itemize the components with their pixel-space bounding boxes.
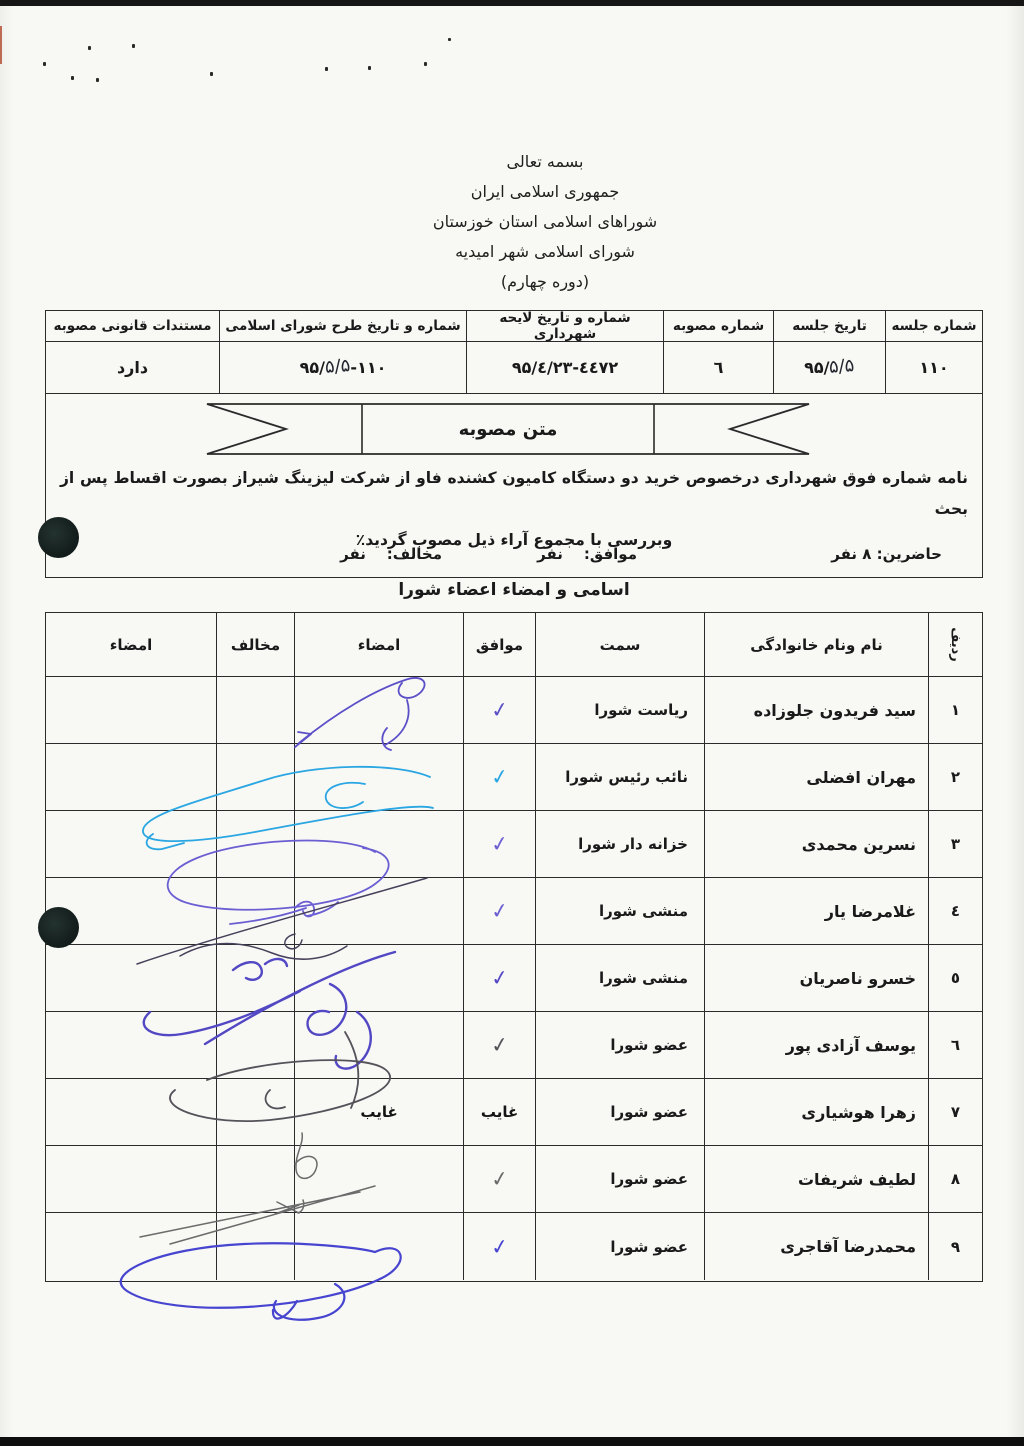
member-role: خزانه دار شورا — [535, 811, 704, 878]
vote-cell — [463, 1079, 535, 1146]
member-role: ریاست شورا — [535, 677, 704, 744]
attendance-agree-count: موافق: نفر — [537, 545, 637, 563]
handwritten-date-part: ۵/۵ — [828, 354, 856, 378]
vote-checkmark: ✓ — [489, 1165, 510, 1193]
attendance-against-count: مخالف: نفر — [340, 545, 442, 563]
value-resolution-number: ٦ — [663, 341, 773, 393]
signature-cell-2 — [46, 1012, 216, 1079]
col-header-full-name: نام ونام خانوادگی — [704, 613, 928, 677]
col-header-resolution-number: شماره مصوبه — [663, 311, 773, 341]
row-number: ۲ — [928, 744, 982, 811]
col-header-municipality-bill: شماره و تاریخ لایحه شهرداری — [466, 311, 663, 341]
vote-checkmark: ✓ — [489, 696, 510, 724]
value-municipality-bill: ۹۵/٤/۲۳-٤٤۷۲ — [466, 341, 663, 393]
vote-checkmark: ✓ — [489, 1233, 510, 1260]
vote-cell — [463, 677, 535, 744]
member-role: منشی شورا — [535, 945, 704, 1012]
signature-cell-2 — [46, 744, 216, 811]
resolution-text — [60, 463, 968, 556]
absent-label: غایب — [480, 1103, 519, 1121]
col-header-row-number: ردیف — [928, 613, 982, 677]
absent-label: غایب — [360, 1103, 398, 1121]
handwritten-plan-date-part: ۵/۵ — [324, 354, 352, 378]
hole-punch-bottom — [38, 907, 79, 948]
col-header-signature: امضاء — [294, 613, 463, 677]
signature-cell — [294, 1213, 463, 1280]
against-cell — [216, 1213, 294, 1280]
signature-cell-2 — [46, 677, 216, 744]
header-line-country: جمهوری اسلامی ایران — [470, 182, 620, 201]
signature-cell — [294, 945, 463, 1012]
scan-edge-top — [0, 0, 1024, 6]
col-header-agree: موافق — [463, 613, 535, 677]
vote-cell — [463, 744, 535, 811]
scan-edge-bottom — [0, 1437, 1024, 1446]
against-cell — [216, 878, 294, 945]
vote-cell — [463, 1012, 535, 1079]
row-number: ۳ — [928, 811, 982, 878]
member-role: عضو شورا — [535, 1012, 704, 1079]
header-line-basmala: بسمه تعالی — [506, 152, 584, 171]
signature-cell — [294, 878, 463, 945]
vote-checkmark: ✓ — [489, 897, 510, 925]
member-role: عضو شورا — [535, 1079, 704, 1146]
row-number: ٥ — [928, 945, 982, 1012]
against-cell — [216, 945, 294, 1012]
col-header-position: سمت — [535, 613, 704, 677]
attendance-line — [46, 545, 982, 573]
scan-edge-fleck — [0, 26, 2, 64]
info-table-header-row — [46, 311, 982, 342]
member-name: سید فریدون جلوزاده — [704, 677, 928, 744]
vote-cell — [463, 878, 535, 945]
vote-cell — [463, 945, 535, 1012]
member-name: نسرین محمدی — [704, 811, 928, 878]
value-legal-docs: دارد — [116, 357, 149, 377]
members-signature-table — [45, 612, 983, 1282]
signature-cell — [294, 1146, 463, 1213]
signature-cell-2 — [46, 811, 216, 878]
against-cell — [216, 1012, 294, 1079]
vote-cell — [463, 1146, 535, 1213]
signature-cell — [294, 1079, 463, 1146]
col-header-council-plan: شماره و تاریخ طرح شورای اسلامی — [219, 311, 466, 341]
against-cell — [216, 1079, 294, 1146]
row-number: ۸ — [928, 1146, 982, 1213]
col-header-session-date: تاریخ جلسه — [773, 311, 885, 341]
signature-cell — [294, 677, 463, 744]
value-session-date: ۹۵/۵/۵ — [773, 341, 885, 393]
header-line-province-councils: شوراهای اسلامی استان خوزستان — [432, 212, 658, 231]
against-cell — [216, 677, 294, 744]
resolution-text-line-2: وبررسی با مجموع آراء ذیل مصوب گردید٪ — [355, 531, 673, 549]
resolution-info-box — [45, 310, 983, 578]
against-cell — [216, 811, 294, 878]
row-number: ۱ — [928, 677, 982, 744]
member-role: منشی شورا — [535, 878, 704, 945]
member-role: عضو شورا — [535, 1213, 704, 1280]
resolution-text-line-1: نامه شماره فوق شهرداری درخصوص خرید دو دستگاه کامیون کشنده فاو از شرکت لیزینگ شیراز بصورت اقساط پس از بحث — [60, 469, 968, 518]
member-role: عضو شورا — [535, 1146, 704, 1213]
hole-punch-top — [38, 517, 79, 558]
member-name: لطیف شریفات — [704, 1146, 928, 1213]
vote-checkmark: ✓ — [489, 964, 510, 992]
value-session-number: ۱۱۰ — [885, 341, 982, 393]
row-number: ٤ — [928, 878, 982, 945]
vote-checkmark: ✓ — [489, 1031, 510, 1059]
attendance-present: حاضرین: ۸ نفر — [831, 545, 942, 563]
col-header-session-number: شماره جلسه — [885, 311, 982, 341]
signature-cell — [294, 744, 463, 811]
vote-cell — [463, 1213, 535, 1280]
member-name: یوسف آزادی پور — [704, 1012, 928, 1079]
member-name: خسرو ناصریان — [704, 945, 928, 1012]
signature-cell-2 — [46, 1079, 216, 1146]
row-number: ۷ — [928, 1079, 982, 1146]
col-header-legal-docs: مستندات قانونی مصوبه — [53, 318, 212, 334]
signature-cell-2 — [46, 1146, 216, 1213]
against-cell — [216, 744, 294, 811]
member-name: محمدرضا آقاجری — [704, 1213, 928, 1280]
signature-cell-2 — [46, 945, 216, 1012]
header-line-term: (دوره چهارم) — [500, 272, 590, 291]
col-header-against: مخالف — [216, 613, 294, 677]
banner-title: متن مصوبه — [458, 418, 558, 440]
signature-cell — [294, 1012, 463, 1079]
signature-cell-2 — [46, 1213, 216, 1280]
header-line-city-council: شورای اسلامی شهر امیدیه — [455, 242, 635, 261]
info-table-value-row — [46, 341, 982, 394]
member-role: نائب رئیس شورا — [535, 744, 704, 811]
member-name: مهران افضلی — [704, 744, 928, 811]
vote-checkmark: ✓ — [489, 830, 510, 858]
document-header — [85, 147, 1005, 297]
value-council-plan: ۹۵/۵/۵-۱۱۰ — [219, 341, 466, 393]
member-name: غلامرضا یار — [704, 878, 928, 945]
signature-cell — [294, 811, 463, 878]
against-cell — [216, 1146, 294, 1213]
members-table-title: اسامی و امضاء اعضاء شورا — [398, 580, 630, 600]
member-name: زهرا هوشیاری — [704, 1079, 928, 1146]
resolution-banner — [206, 403, 810, 455]
row-number: ۹ — [928, 1213, 982, 1280]
vote-cell — [463, 811, 535, 878]
col-header-signature-2: امضاء — [46, 613, 216, 677]
vote-checkmark: ✓ — [489, 763, 510, 791]
row-number: ٦ — [928, 1012, 982, 1079]
